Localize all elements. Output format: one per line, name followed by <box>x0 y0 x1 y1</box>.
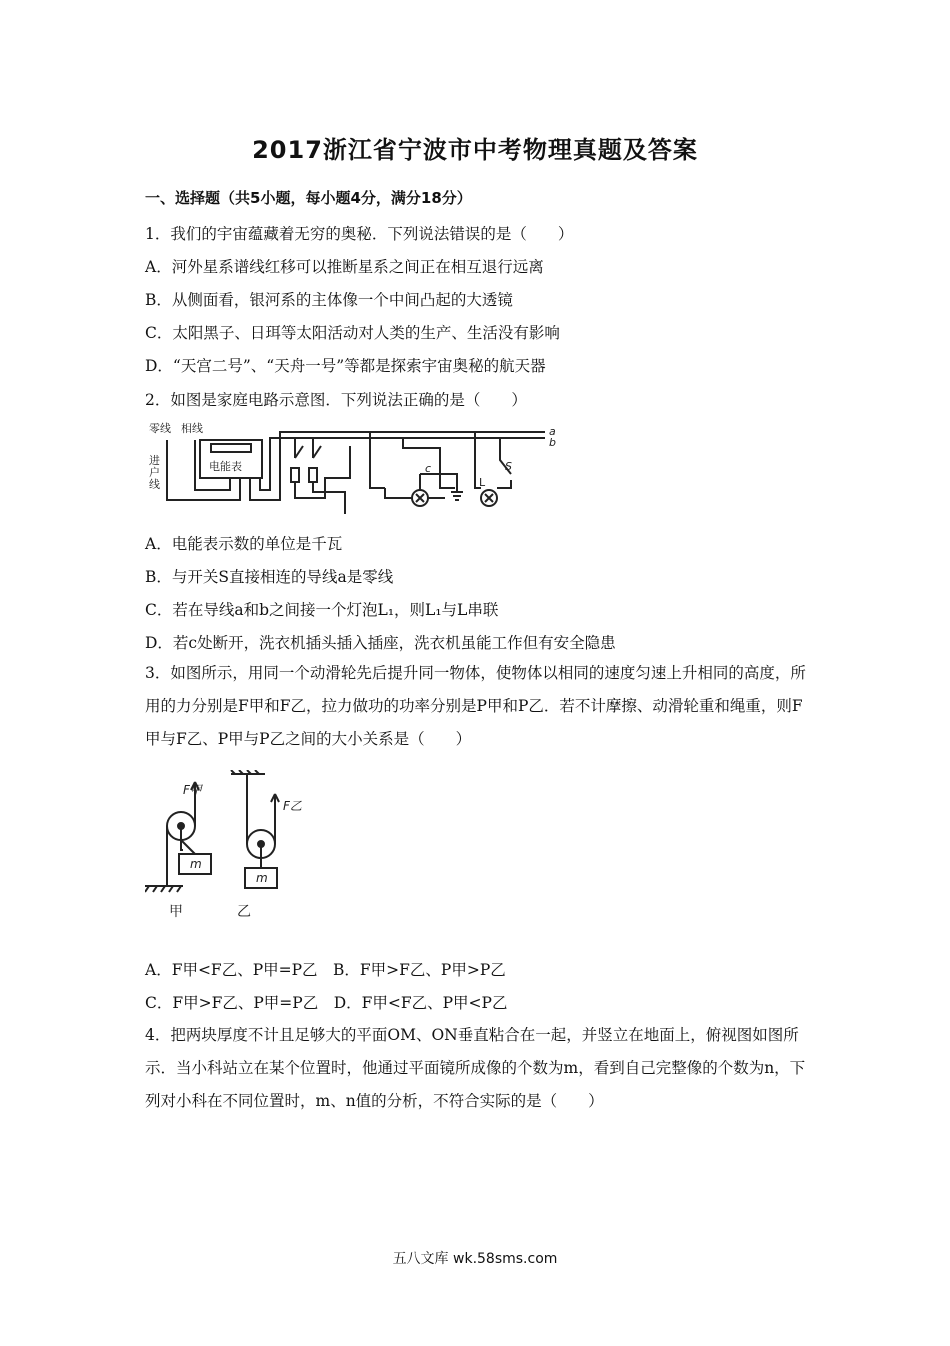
meter-label: 电能表 <box>209 460 242 473</box>
force-yi-label: F乙 <box>283 799 302 813</box>
question-4-stem: 4．把两块厚度不计且足够大的平面OM、ON垂直粘合在一起，并竖立在地面上，俯视图如图所示．当小科站立在某个位置时，他通过平面镜所成像的个数为m，看到自己完整像的个数为n，下列对小科在不同位置时，m、n值的分析，不符合实际的是（ ） <box>145 1026 806 1110</box>
mass-jia-label: m <box>190 857 202 871</box>
question-3-options-cd: C．F甲>F乙、P甲=P乙 D．F甲<F乙、P甲<P乙 <box>145 994 508 1012</box>
incoming-label-2: 户 <box>149 466 160 479</box>
neutral-wire-label: 零线 <box>149 422 171 435</box>
caption-yi: 乙 <box>237 904 251 920</box>
page-title: 2017浙江省宁波市中考物理真题及答案 <box>252 136 698 164</box>
lamp-label: L <box>479 476 486 489</box>
wire-a-label: a <box>549 425 556 438</box>
force-jia-label: F甲 <box>183 783 202 797</box>
question-1-option-a: A．河外星系谱线红移可以推断星系之间正在相互退行远离 <box>145 258 544 276</box>
question-2-option-a: A．电能表示数的单位是千瓦 <box>145 535 343 553</box>
live-wire-label: 相线 <box>181 422 203 435</box>
incoming-label-3: 线 <box>149 478 160 491</box>
question-2-stem: 2．如图是家庭电路示意图．下列说法正确的是（ ） <box>145 391 527 409</box>
question-1-option-b: B．从侧面看，银河系的主体像一个中间凸起的大透镜 <box>145 291 513 309</box>
household-circuit-diagram <box>145 418 575 516</box>
question-1-option-d: D．“天宫二号”、“天舟一号”等都是探索宇宙奥秘的航天器 <box>145 357 546 375</box>
question-3-options-ab: A．F甲<F乙、P甲=P乙 B．F甲>F乙、P甲>P乙 <box>145 961 506 979</box>
question-1-stem: 1．我们的宇宙蕴藏着无穷的奥秘．下列说法错误的是（ ） <box>145 225 574 243</box>
question-2-option-c: C．若在导线a和b之间接一个灯泡L₁，则L₁与L串联 <box>145 601 499 619</box>
footer-watermark: 五八文库 wk.58sms.com <box>392 1251 558 1267</box>
switch-label: S <box>505 460 512 473</box>
incoming-label-1: 进 <box>149 454 160 467</box>
mass-yi-label: m <box>256 871 268 885</box>
question-1-option-c: C．太阳黑子、日珥等太阳活动对人类的生产、生活没有影响 <box>145 324 560 342</box>
point-c-label: c <box>425 462 432 475</box>
question-2-option-b: B．与开关S直接相连的导线a是零线 <box>145 568 394 586</box>
section-heading: 一、选择题（共5小题，每小题4分，满分18分） <box>145 189 472 207</box>
caption-jia: 甲 <box>169 904 183 920</box>
question-2-option-d: D．若c处断开，洗衣机插头插入插座，洗衣机虽能工作但有安全隐患 <box>145 634 616 652</box>
question-3-stem: 3．如图所示，用同一个动滑轮先后提升同一物体，使物体以相同的速度匀速上升相同的高度，所用的力分别是F甲和F乙，拉力做功的功率分别是P甲和P乙．若不计摩擦、动滑轮重和绳重，则F甲与F乙、P甲与P乙之间的大小关系是（ ） <box>145 664 806 748</box>
wire-b-label: b <box>549 436 556 449</box>
pulley-diagram <box>145 770 310 922</box>
